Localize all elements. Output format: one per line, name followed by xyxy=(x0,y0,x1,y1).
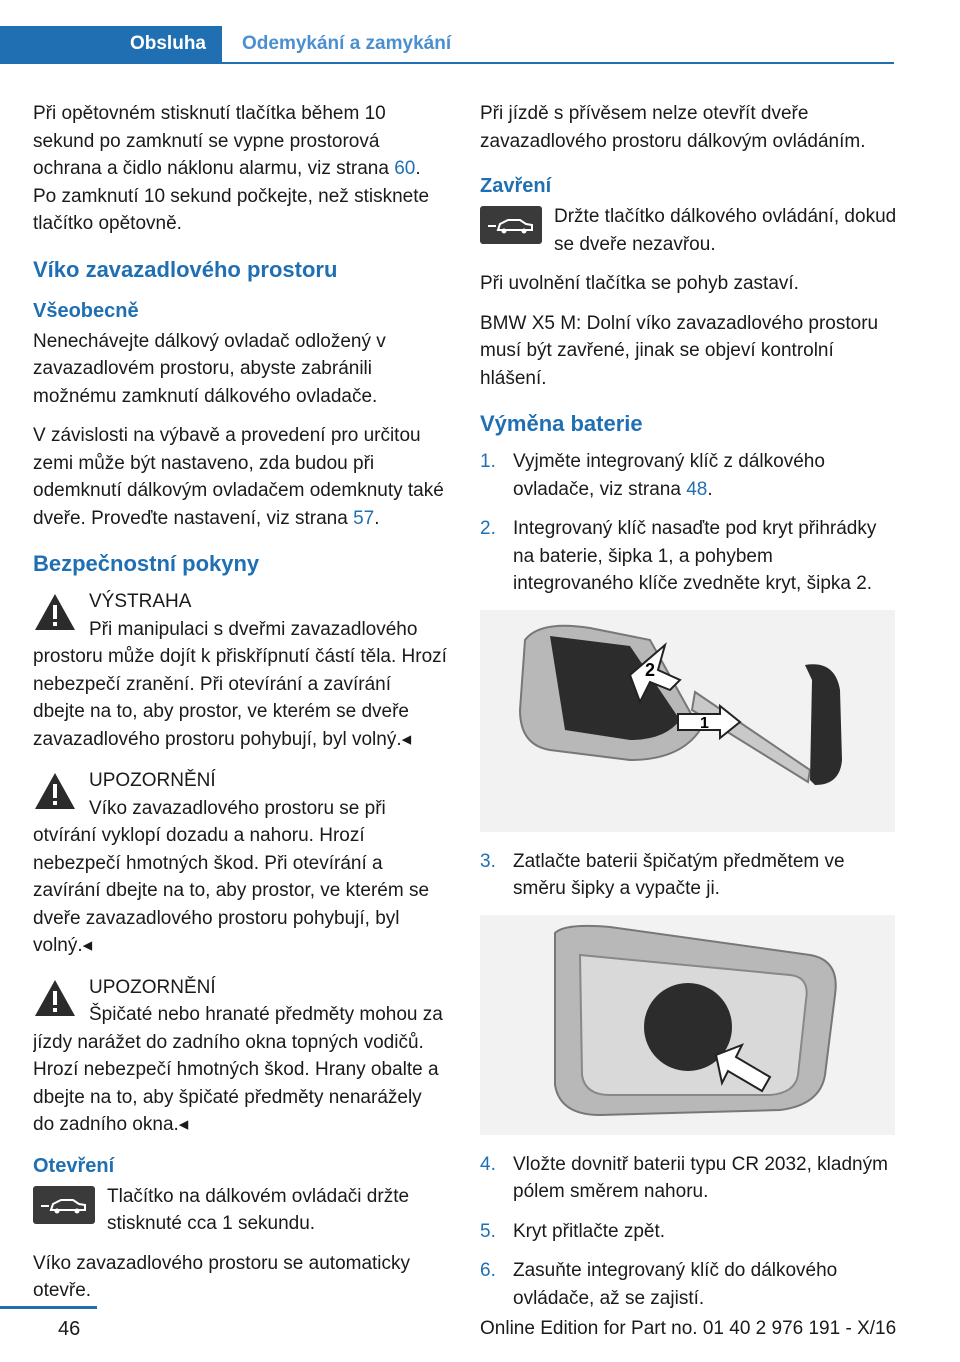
battery-steps-final xyxy=(480,1151,898,1313)
page-number: 46 xyxy=(58,1318,81,1340)
tab-obsluha[interactable]: Obsluha xyxy=(0,26,222,62)
warning-title: VÝSTRAHA xyxy=(89,591,192,612)
footer-rule xyxy=(0,1306,97,1309)
warning-triangle-icon xyxy=(33,592,77,632)
heading-safety: Bezpečnostní pokyny xyxy=(33,551,260,576)
key-battery-cover-illustration xyxy=(480,610,895,832)
header-tabbar xyxy=(0,26,894,64)
open-after-text: Víko zavazadlového prostoru se automaticky otevře. xyxy=(33,1252,411,1301)
tailgate-button-icon xyxy=(480,206,542,244)
notice-block xyxy=(33,974,448,1139)
battery-steps xyxy=(480,448,898,598)
list-item: 5. Kryt přitlačte zpět. xyxy=(480,1220,666,1242)
notice-title: UPOZORNĚNÍ xyxy=(89,770,216,791)
warning-text: Při manipulaci s dveřmi zavazadlového prostoru může dojít k přiskřípnutí částí těla. Hrozí nebezpečí zranění. Při otevírání a zavírání dbejte na to, aby prostor, ve kterém se dveře zavazadlového prostoru pohybují, byl volný.◂ xyxy=(33,618,447,750)
page-link-57[interactable]: 57 xyxy=(353,507,375,529)
edition-text: Online Edition for Part no. 01 40 2 976 191 - X/16 xyxy=(480,1318,897,1339)
arrow-label-1: 1 xyxy=(700,714,709,732)
tailgate-button-icon xyxy=(33,1186,95,1224)
notice-text: Víko zavazadlového prostoru se při otvírání vyklopí dozadu a nahoru. Hrozí nebezpečí hmotných škod. Při otevírání a zavírání dbejte na to, aby prostor, ve kterém se dveře zavazadlového prostoru pohybují, byl volný.◂ xyxy=(33,797,430,956)
warning-triangle-icon xyxy=(33,978,77,1018)
page-link-60[interactable]: 60 xyxy=(394,158,416,179)
open-instruction xyxy=(33,1183,448,1238)
heading-close: Zavření xyxy=(480,175,552,197)
left-column xyxy=(33,100,448,1317)
intro-paragraph: Při opětovném stisknutí tlačítka během 10 sekund po zamknutí se vypne prostorová ochrana a čidlo náklonu alarmu, viz strana 60. Po zamknutí 10 sekund počkejte, než stisknete tlačítko opětovně. xyxy=(33,103,430,234)
x5m-paragraph: BMW X5 M: Dolní víko zavazadlového prostoru musí být zavřené, jinak se objeví kontrolní hlášení. xyxy=(480,312,879,389)
warning-block xyxy=(33,588,448,753)
notice-title: UPOZORNĚNÍ xyxy=(89,976,216,998)
list-item: 2. Integrovaný klíč nasaďte pod kryt přihrádky na baterie, šipka 1, a pohybem integrovaného klíče zvedněte kryt, šipka 2. xyxy=(480,518,877,594)
trailer-paragraph: Při jízdě s přívěsem nelze otevřít dveře zavazadlového prostoru dálkovým ovládáním. xyxy=(480,103,866,152)
battery-steps-continued xyxy=(480,848,898,903)
list-item: 6. Zasuňte integrovaný klíč do dálkového ovládače, až se zajistí. xyxy=(480,1260,838,1309)
page-link-48[interactable]: 48 xyxy=(686,478,708,500)
heading-general: Všeobecně xyxy=(33,299,139,322)
list-item: 3. Zatlačte baterii špičatým předmětem ve směru šipky a vypačte ji. xyxy=(480,850,845,899)
notice-block xyxy=(33,767,448,960)
right-column xyxy=(480,100,898,1324)
heading-lid: Víko zavazadlového prostoru xyxy=(33,256,338,282)
list-item: 4. Vložte dovnitř baterii typu CR 2032, kladným pólem směrem nahoru. xyxy=(480,1153,888,1202)
arrow-label-2: 2 xyxy=(645,659,656,680)
notice-text: Špičaté nebo hranaté předměty mohou za jízdy narážet do zadního okna topných vodičů. Hrozí nebezpečí hmotných škod. Hrany obalte a dbejte na to, aby špičaté předměty nenarážely do zadního okna.◂ xyxy=(33,1004,443,1135)
heading-open: Otevření xyxy=(33,1154,115,1177)
tab-section[interactable]: Odemykání a zamykání xyxy=(242,33,452,54)
heading-battery: Výměna baterie xyxy=(480,411,643,436)
close-release-text: Při uvolnění tlačítka se pohyb zastaví. xyxy=(480,273,799,294)
close-instruction xyxy=(480,203,898,258)
general-paragraph-2: V závislosti na výbavě a provedení pro určitou zemi může být nastaveno, zda budou při odemknutí dálkovým ovladačem odemknuty také dveře. Proveďte nastavení, viz strana 57. xyxy=(33,425,444,529)
warning-triangle-icon xyxy=(33,771,77,811)
general-paragraph-1: Nenechávejte dálkový ovladač odložený v zavazadlovém prostoru, abyste zabránili možnému zamknutí dálkového ovladače. xyxy=(33,330,386,407)
battery-removal-illustration xyxy=(480,915,895,1135)
list-item: 1. Vyjměte integrovaný klíč z dálkového ovladače, viz strana 48. xyxy=(480,451,825,500)
close-text: Držte tlačítko dálkového ovládání, dokud se dveře nezavřou. xyxy=(554,206,897,255)
open-text: Tlačítko na dálkovém ovládači držte stisknuté cca 1 sekundu. xyxy=(107,1185,410,1234)
